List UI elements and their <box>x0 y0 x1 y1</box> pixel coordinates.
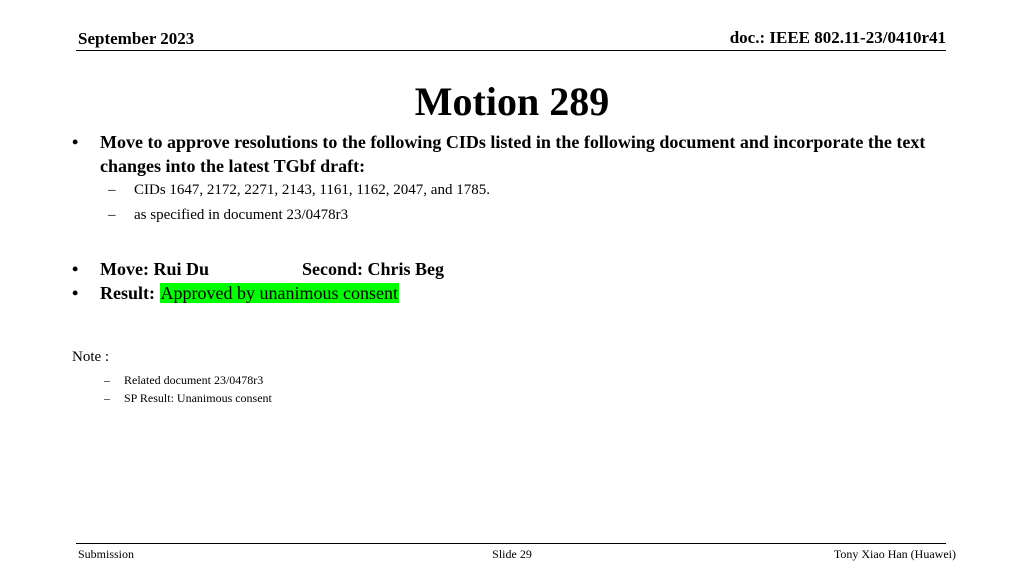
motion-text: Move to approve resolutions to the following CIDs listed in the following document and incorporate the text changes into the latest TGbf draft: <box>100 132 926 176</box>
bullet-marker: • <box>72 259 79 279</box>
footer-author: Tony Xiao Han (Huawei) <box>833 547 956 561</box>
slide-title: Motion 289 <box>414 79 610 124</box>
note-item-text: SP Result: Unanimous consent <box>124 391 272 405</box>
dash-marker: – <box>108 182 116 198</box>
header-date: September 2023 <box>78 29 195 48</box>
move-line <box>72 258 672 280</box>
note-label: Note : <box>72 349 110 365</box>
bullet-marker: • <box>72 132 79 152</box>
result-line <box>72 282 672 304</box>
header-doc-id: doc.: IEEE 802.11-23/0410r41 <box>729 28 946 47</box>
result-value: Approved by unanimous consent <box>160 283 398 303</box>
footer-divider <box>76 543 946 544</box>
dash-marker: – <box>108 207 116 223</box>
note-item-text: Related document 23/0478r3 <box>124 373 264 387</box>
footer-left: Submission <box>78 547 135 561</box>
motion-subitem-text: CIDs 1647, 2172, 2271, 2143, 1161, 1162, 2047, and 1785. <box>134 182 490 198</box>
bullet-marker: • <box>72 283 79 303</box>
motion-subitem-text: as specified in document 23/0478r3 <box>134 207 349 223</box>
dash-marker: – <box>104 373 110 387</box>
result-label: Result: <box>100 283 155 303</box>
dash-marker: – <box>104 391 110 405</box>
mover: Move: Rui Du <box>100 259 209 279</box>
header-divider <box>76 50 946 51</box>
slide-number: Slide 29 <box>492 547 532 561</box>
seconder: Second: Chris Beg <box>302 259 445 279</box>
